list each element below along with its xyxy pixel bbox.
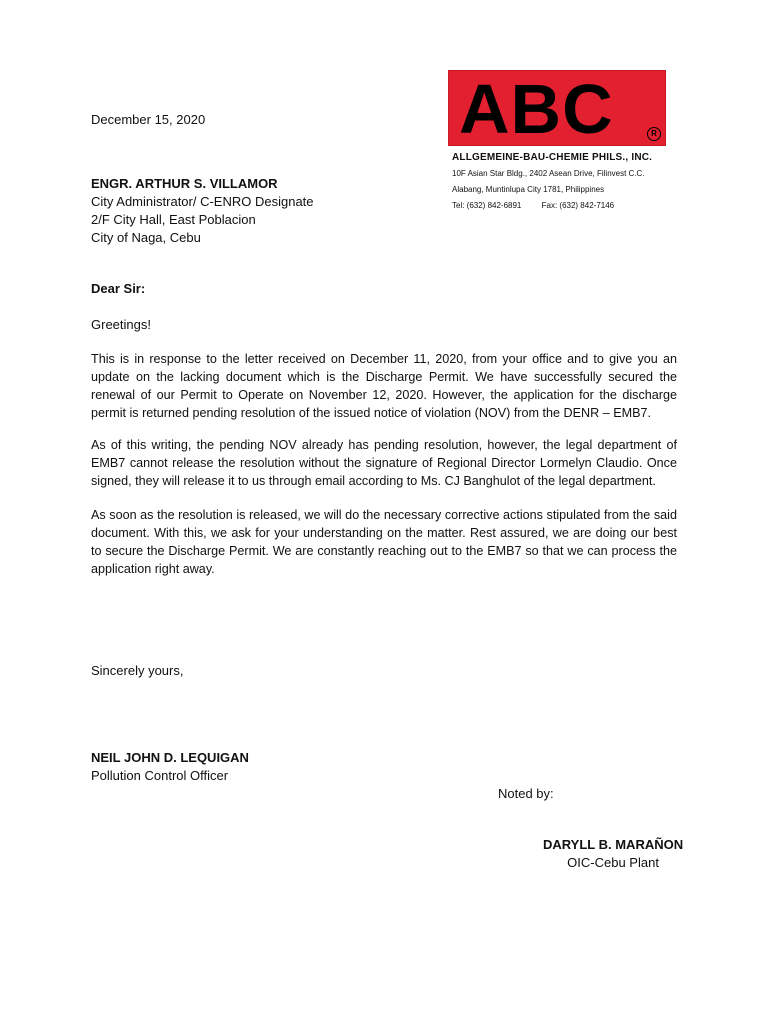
recipient-title: City Administrator/ C-ENRO Designate (91, 194, 314, 209)
recipient-address2: City of Naga, Cebu (91, 230, 201, 245)
signer-block (91, 749, 249, 785)
company-address-line1: 10F Asian Star Bldg., 2402 Asean Drive, Filinvest C.C. (452, 169, 645, 178)
company-name: ALLGEMEINE-BAU-CHEMIE PHILS., INC. (452, 152, 653, 163)
closing: Sincerely yours, (91, 663, 184, 678)
noted-signer-name: DARYLL B. MARAÑON (543, 837, 684, 852)
salutation: Dear Sir: (91, 281, 146, 296)
body-paragraph-3: As soon as the resolution is released, we will do the necessary corrective actions stipulated from the said document. With this, we ask for your understanding on the matter. Rest assured, we are doing our best to secure the Discharge Permit. We are constantly reaching out to the EMB7 so that we can process the application right away. (91, 508, 677, 576)
recipient-address1: 2/F City Hall, East Poblacion (91, 212, 256, 227)
company-info (452, 150, 692, 214)
recipient-block (91, 175, 411, 247)
logo-text: ABC (459, 70, 614, 148)
company-address-line2: Alabang, Muntinlupa City 1781, Philippines (452, 185, 605, 194)
letter-date: December 15, 2020 (91, 112, 206, 127)
company-tel: Tel: (632) 842-6891 (452, 201, 522, 210)
registered-mark-icon: R (647, 127, 661, 141)
noted-by-label: Noted by: (498, 786, 554, 801)
body-paragraph-2: As of this writing, the pending NOV already has pending resolution, however, the legal department of EMB7 cannot release the resolution without the signature of Regional Director Lormelyn Claudio. Once signed, they will release it to us through email according to Ms. CJ Banghulot of the legal department. (91, 438, 677, 488)
noted-signer-block (543, 836, 683, 872)
noted-signer-title: OIC-Cebu Plant (567, 855, 659, 870)
signer-name: NEIL JOHN D. LEQUIGAN (91, 750, 249, 765)
body-paragraph-1: This is in response to the letter received on December 11, 2020, from your office and to give you an update on the lacking document which is the Discharge Permit. We have successfully secured the renewal of our Permit to Operate on November 12, 2020. However, the application for the discharge permit is returned pending resolution of the issued notice of violation (NOV) from the DENR – EMB7. (91, 352, 677, 420)
company-fax: Fax: (632) 842-7146 (541, 201, 615, 210)
signer-title: Pollution Control Officer (91, 768, 229, 783)
recipient-name: ENGR. ARTHUR S. VILLAMOR (91, 176, 278, 191)
company-contact (452, 198, 692, 214)
company-logo (448, 70, 666, 146)
greeting: Greetings! (91, 317, 151, 332)
